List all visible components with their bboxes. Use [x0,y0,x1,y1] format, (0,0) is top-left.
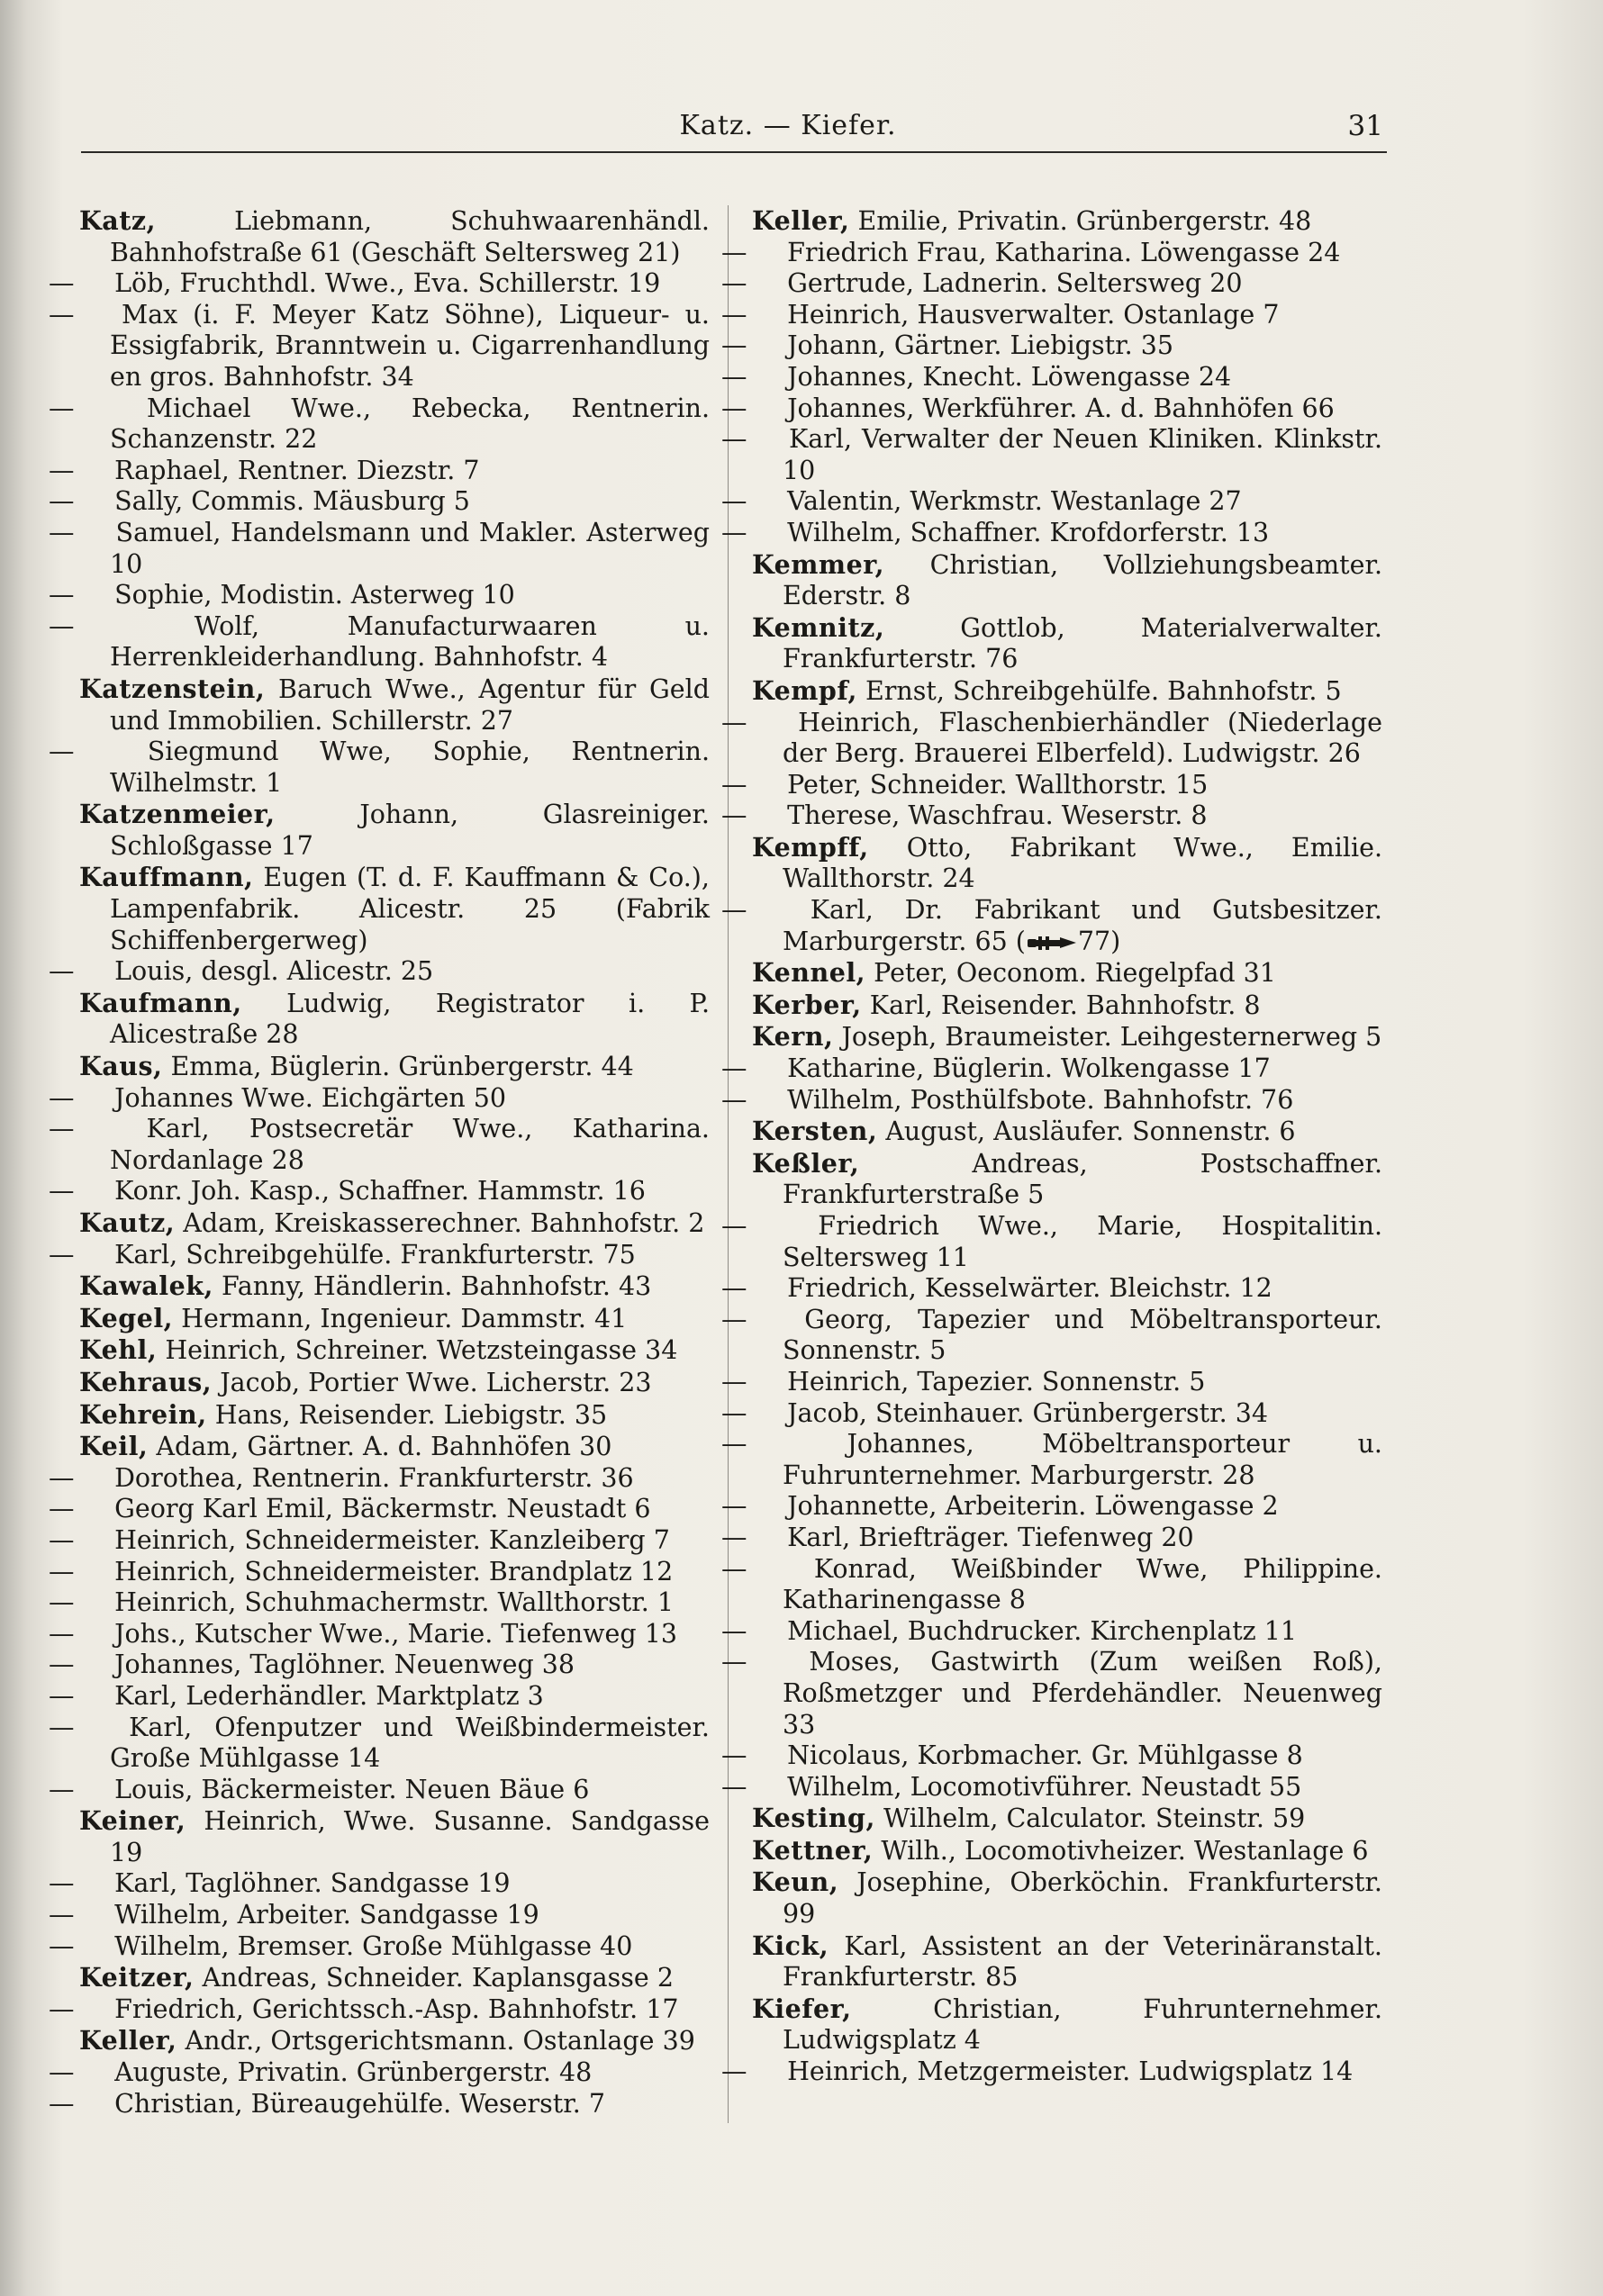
directory-entry [752,1148,1382,1211]
entry-text: Heinrich, Hausverwalter. Ostanlage 7 [787,299,1280,330]
directory-entry [49,1680,710,1713]
directory-entry [752,1116,1382,1148]
directory-entry [752,612,1382,675]
entry-text: Hans, Reisender. Liebigstr. 35 [214,1399,608,1430]
entry-text: Heinrich, Tapezier. Sonnenstr. 5 [787,1366,1206,1397]
entry-text: Konr. Joh. Kasp., Schaffner. Hammstr. 16 [114,1176,646,1207]
ditto-dash: — [49,455,75,485]
ditto-dash: — [49,1868,75,1899]
ditto-dash: — [49,299,75,330]
entry-surname: Keun, [752,1867,839,1898]
ditto-dash: — [49,1114,75,1144]
entry-text: Andreas, Postschaffner. Frankfurterstraße 5 [783,1148,1383,1210]
ditto-dash: — [721,361,747,392]
entry-text: Jacob, Portier Wwe. Licherstr. 23 [220,1367,652,1397]
entry-text: Michael Wwe., Rebecka, Rentnerin. Schanzenstr. 22 [110,393,711,455]
directory-entry [79,1303,710,1335]
entry-text: Peter, Oeconom. Riegelpfad 31 [874,958,1276,989]
entry-text: Fanny, Händlerin. Bahnhofstr. 43 [221,1271,652,1302]
ditto-dash: — [721,268,747,299]
directory-entry [79,799,710,862]
directory-entry [721,1211,1382,1273]
directory-entry [721,517,1382,549]
directory-entry [49,2088,710,2120]
ditto-dash: — [721,2056,747,2087]
entry-text: Gottlob, Materialverwalter. Frankfurterstr. 76 [783,612,1382,674]
entry-surname: Kehl, [79,1334,158,1366]
directory-entry [721,268,1382,300]
ditto-dash: — [721,1366,747,1397]
directory-entry [721,1366,1382,1398]
directory-entry [721,800,1382,832]
directory-entry [49,956,710,988]
ditto-dash: — [49,1556,75,1586]
directory-entry [79,1431,710,1463]
directory-entry [721,330,1382,362]
entry-text: Therese, Waschfrau. Weserstr. 8 [787,800,1208,831]
directory-entry [79,988,710,1051]
ditto-dash: — [721,1273,747,1304]
directory-entry [49,517,710,580]
entry-surname: Kesting, [752,1803,875,1834]
directory-entry [752,205,1382,238]
entry-text: Michael, Buchdrucker. Kirchenplatz 11 [787,1615,1298,1646]
entry-text: Nicolaus, Korbmacher. Gr. Mühlgasse 8 [787,1740,1303,1771]
entry-text: Wolf, Manufacturwaaren u. Herrenkleiderhandlung. Bahnhofstr. 4 [110,610,710,673]
ditto-dash: — [49,610,75,641]
directory-entry [79,673,710,737]
directory-entry [79,862,710,956]
ditto-dash: — [721,330,747,361]
entry-text: Josephine, Oberköchin. Frankfurterstr. 99 [783,1867,1382,1930]
entry-text: Heinrich, Schuhmachermstr. Wallthorstr. 1 [114,1587,674,1618]
directory-entry [49,393,711,456]
entry-text: Friedrich, Kesselwärter. Bleichstr. 12 [787,1273,1272,1304]
left-column [49,205,711,2120]
entry-text: Heinrich, Schreiner. Wetzsteingasse 34 [165,1335,678,1366]
directory-entry [721,895,1382,957]
directory-entry [721,1615,1382,1648]
ditto-dash: — [49,1618,75,1649]
entry-surname: Keßler, [752,1147,860,1179]
directory-entry [752,832,1382,895]
entry-text: Katharine, Büglerin. Wolkengasse 17 [787,1053,1271,1084]
ditto-dash: — [49,1993,75,2024]
ditto-dash: — [721,1053,747,1084]
ditto-dash: — [49,1900,75,1930]
entry-surname: Kennel, [752,957,866,989]
directory-entry [49,1494,710,1525]
directory-entry [79,1270,710,1303]
directory-entry [721,1740,1382,1772]
ditto-dash: — [49,393,75,423]
entry-text: Friedrich Frau, Katharina. Löwengasse 24 [787,237,1341,267]
directory-entry [721,2056,1382,2088]
ditto-dash: — [721,769,747,800]
directory-entry [79,2025,710,2057]
telephone-hand-icon [1026,934,1078,952]
entry-text: Eugen (T. d. F. Kauffmann & Co.), Lampenfabrik. Alicestr. 25 (Fabrik Schiffenbergerweg) [110,863,710,955]
entry-text: Dorothea, Rentnerin. Frankfurterstr. 36 [114,1462,634,1493]
directory-entry [49,1618,710,1650]
entry-text: Jacob, Steinhauer. Grünbergerstr. 34 [787,1397,1268,1428]
directory-entry [721,299,1382,331]
entry-surname: Keiner, [79,1805,186,1837]
directory-entry [49,1556,710,1588]
entry-surname: Kerber, [752,989,862,1020]
entry-text: Louis, desgl. Alicestr. 25 [114,956,434,987]
directory-entry [79,1962,710,1994]
directory-entry [721,707,1383,770]
entry-text: Konrad, Weißbinder Wwe, Philippine. Katharinengasse 8 [783,1553,1382,1615]
entry-text: Friedrich Wwe., Marie, Hospitalitin. Seltersweg 11 [783,1211,1382,1272]
entry-surname: Keller, [79,2025,177,2056]
directory-entry [79,1805,710,1868]
entry-text: Karl, Postsecretär Wwe., Katharina. Nordanlage 28 [110,1114,710,1175]
directory-entry [49,580,710,611]
directory-entry [721,1397,1382,1430]
directory-entry [752,957,1382,990]
directory-entry [752,1835,1382,1867]
directory-entry [721,1647,1382,1740]
entry-surname: Kern, [752,1021,834,1053]
ditto-dash: — [721,237,747,267]
entry-text: Wilhelm, Locomotivführer. Neustadt 55 [787,1771,1302,1802]
entry-text: Wilhelm, Schaffner. Krofdorferstr. 13 [787,517,1270,547]
entry-surname: Kick, [752,1930,829,1961]
entry-text: Karl, Briefträger. Tiefenweg 20 [787,1522,1194,1552]
ditto-dash: — [49,486,75,517]
page-number: 31 [1347,110,1383,142]
ditto-dash: — [49,956,75,987]
entry-surname: Kawalek, [79,1270,213,1302]
ditto-dash: — [49,1462,75,1493]
entry-text: Karl, Verwalter der Neuen Kliniken. Klinkstr. 10 [783,424,1382,485]
ditto-dash: — [49,1774,75,1804]
entry-surname: Kauffmann, [79,862,254,893]
entry-text: Adam, Kreiskasserechner. Bahnhofstr. 2 [183,1208,705,1238]
directory-entry [49,1930,710,1963]
entry-surname: Keitzer, [79,1962,195,1993]
entry-text: Wilhelm, Arbeiter. Sandgasse 19 [114,1900,539,1930]
ditto-dash: — [49,2057,75,2088]
entry-text: Wilh., Locomotivheizer. Westanlage 6 [881,1835,1369,1866]
directory-entry [49,1900,710,1931]
entry-text: Karl, Schreibgehülfe. Frankfurterstr. 75 [114,1239,636,1270]
directory-entry [49,486,710,518]
entry-text: Siegmund Wwe, Sophie, Rentnerin. Wilhelmstr. 1 [110,737,711,798]
directory-entry [79,1051,710,1083]
entry-surname: Kemnitz, [752,611,885,643]
directory-entry [49,2057,710,2089]
ditto-dash: — [49,580,75,610]
ditto-dash: — [721,424,747,455]
directory-entry [721,1771,1382,1803]
ditto-dash: — [49,1680,75,1711]
right-column [721,205,1383,2088]
entry-text: Louis, Bäckermeister. Neuen Bäue 6 [114,1774,590,1804]
directory-entry [721,1053,1382,1085]
entry-text: Andr., Ortsgerichtsmann. Ostanlage 39 [185,2026,695,2056]
entry-text: Otto, Fabrikant Wwe., Emilie. Wallthorstr. 24 [783,832,1382,894]
entry-text: Wilhelm, Bremser. Große Mühlgasse 40 [114,1930,633,1961]
directory-entry [49,1587,710,1619]
entry-text: Samuel, Handelsmann und Makler. Asterweg 10 [110,517,710,579]
ditto-dash: — [721,486,747,517]
ditto-dash: — [49,2088,75,2119]
directory-entry [721,237,1382,269]
directory-entry [49,1176,710,1207]
entry-text: Heinrich, Schneidermeister. Kanzleiberg 7 [114,1524,670,1555]
ditto-dash: — [49,1712,75,1742]
directory-entry [752,1993,1382,2056]
entry-text: Heinrich, Wwe. Susanne. Sandgasse 19 [110,1806,711,1867]
ditto-dash: — [721,1397,747,1428]
directory-entry [49,1774,710,1806]
directory-entry [721,1553,1382,1616]
directory-entry [49,268,710,300]
entry-surname: Kemmer, [752,548,885,580]
entry-surname: Kehrein, [79,1398,207,1430]
ditto-dash: — [721,895,747,926]
entry-text: Heinrich, Schneidermeister. Brandplatz 12 [114,1556,674,1586]
entry-text: Friedrich, Gerichtssch.-Asp. Bahnhofstr. 17 [114,1993,679,2024]
entry-surname: Keil, [79,1431,149,1462]
directory-entry [49,1524,710,1557]
directory-entry [49,737,711,799]
entry-text: Johann, Glasreiniger. Schloßgasse 17 [110,800,710,861]
directory-entry [752,1930,1382,1993]
ditto-dash: — [721,1522,747,1552]
entry-text: Johannes, Werkführer. A. d. Bahnhöfen 66 [787,393,1335,423]
ditto-dash: — [721,1647,747,1677]
entry-surname: Kehraus, [79,1366,213,1397]
directory-entry [721,1304,1382,1367]
entry-text: Emma, Büglerin. Grünbergerstr. 44 [170,1052,634,1082]
entry-surname: Keller, [752,205,850,236]
entry-text: Karl, Lederhändler. Marktplatz 3 [114,1680,544,1711]
entry-text: Georg Karl Emil, Bäckermstr. Neustadt 6 [114,1494,651,1524]
ditto-dash: — [721,299,747,330]
directory-entry [49,1239,710,1271]
directory-entry [721,1491,1382,1523]
directory-entry [49,1868,710,1900]
entry-surname: Kautz, [79,1207,176,1238]
directory-entry [79,205,710,268]
entry-text: Karl, Reisender. Bahnhofstr. 8 [869,990,1261,1020]
entry-text: Johannes Wwe. Eichgärten 50 [114,1082,507,1113]
entry-text: Auguste, Privatin. Grünbergerstr. 48 [114,2057,593,2088]
entry-text: Valentin, Werkmstr. Westanlage 27 [787,486,1242,517]
directory-entry [721,1273,1382,1305]
entry-text: Ernst, Schreibgehülfe. Bahnhofstr. 5 [865,675,1342,706]
directory-entry [752,1021,1382,1053]
directory-entry [79,1207,710,1240]
directory-entry [721,1429,1382,1491]
entry-surname: Kiefer, [752,1993,852,2024]
ditto-dash: — [721,800,747,831]
entry-surname: Katz, [79,205,157,236]
entry-text: Adam, Gärtner. A. d. Bahnhöfen 30 [156,1432,612,1462]
entry-surname: Katzenmeier, [79,799,276,830]
entry-text: Heinrich, Metzgermeister. Ludwigsplatz 14 [787,2056,1354,2087]
entry-text: Johs., Kutscher Wwe., Marie. Tiefenweg 13 [114,1618,677,1649]
entry-surname: Kempf, [752,674,857,706]
directory-entry [49,1114,710,1176]
ditto-dash: — [721,1491,747,1522]
ditto-dash: — [721,1084,747,1115]
entry-text: Moses, Gastwirth (Zum weißen Roß), Roßmetzger und Pferdehändler. Neuenweg 33 [783,1647,1382,1740]
ditto-dash: — [49,268,75,299]
directory-entry [79,1399,710,1432]
directory-entry [49,610,710,673]
ditto-dash: — [49,1239,75,1270]
entry-text: Sally, Commis. Mäusburg 5 [114,486,470,517]
directory-entry [752,1867,1382,1930]
directory-entry [49,1993,710,2026]
entry-surname: Kaufmann, [79,987,242,1018]
entry-text: Wilhelm, Calculator. Steinstr. 59 [883,1803,1306,1834]
ditto-dash: — [721,1615,747,1646]
directory-entry [721,1084,1382,1116]
running-title: Katz. — Kiefer. [679,110,897,141]
entry-text: Wilhelm, Posthülfsbote. Bahnhofstr. 76 [787,1084,1294,1115]
entry-text: Ludwig, Registrator i. P. Alicestraße 28 [110,988,711,1050]
directory-entry [721,769,1382,801]
entry-text: Johannes, Knecht. Löwengasse 24 [787,361,1232,392]
entry-text: Johannes, Taglöhner. Neuenweg 38 [114,1650,575,1680]
ditto-dash: — [721,517,747,547]
entry-surname: Kaus, [79,1051,163,1082]
ditto-dash: — [49,1524,75,1555]
entry-text: Karl, Assistent an der Veterinäranstalt. Frankfurterstr. 85 [783,1930,1382,1993]
directory-entry [752,549,1382,612]
entry-text: Baruch Wwe., Agentur für Geld und Immobilien. Schillerstr. 27 [110,673,710,736]
directory-entry [79,1367,710,1399]
ditto-dash: — [49,517,75,547]
directory-entry [49,299,710,393]
entry-text: Andreas, Schneider. Kaplansgasse 2 [202,1963,674,1993]
entry-text: Löb, Fruchthdl. Wwe., Eva. Schillerstr. 19 [114,268,661,299]
entry-text: Hermann, Ingenieur. Dammstr. 41 [181,1303,628,1333]
entry-text: Gertrude, Ladnerin. Seltersweg 20 [787,268,1243,299]
entry-text: Emilie, Privatin. Grünbergerstr. 48 [857,206,1312,236]
directory-entry [49,1650,710,1681]
directory-entry [721,393,1382,425]
entry-text: Christian, Büreaugehülfe. Weserstr. 7 [114,2088,605,2119]
entry-text: Karl, Taglöhner. Sandgasse 19 [114,1868,511,1899]
directory-entry [49,1082,710,1115]
ditto-dash: — [49,1587,75,1618]
directory-entry [721,424,1382,486]
directory-entry [752,1803,1382,1835]
entry-text: Johannette, Arbeiterin. Löwengasse 2 [787,1491,1279,1522]
entry-text: Georg, Tapezier und Möbeltransporteur. Sonnenstr. 5 [783,1304,1382,1366]
entry-surname: Katzenstein, [79,673,266,704]
entry-text: Sophie, Modistin. Asterweg 10 [114,580,515,610]
entry-text: Johannes, Möbeltransporteur u. Fuhrunternehmer. Marburgerstr. 28 [783,1429,1382,1490]
directory-entry [49,1462,710,1495]
ditto-dash: — [49,737,75,767]
ditto-dash: — [49,1930,75,1961]
entry-surname: Kegel, [79,1302,174,1333]
directory-entry [752,675,1382,708]
entry-text-after-icon: 77) [1077,926,1121,956]
ditto-dash: — [721,1429,747,1460]
ditto-dash: — [49,1082,75,1113]
ditto-dash: — [721,1740,747,1771]
entry-surname: Kettner, [752,1834,874,1866]
entry-text: Christian, Vollziehungsbeamter. Ederstr. 8 [783,549,1382,611]
page-header [81,106,1387,153]
ditto-dash: — [49,1650,75,1680]
ditto-dash: — [721,1304,747,1334]
ditto-dash: — [721,1553,747,1584]
directory-entry [721,1522,1382,1554]
entry-surname: Kempff, [752,831,869,863]
directory-entry [752,990,1382,1022]
ditto-dash: — [49,1176,75,1207]
directory-entry [79,1334,710,1367]
entry-text: Johann, Gärtner. Liebigstr. 35 [787,330,1173,361]
entry-text: August, Ausläufer. Sonnenstr. 6 [885,1116,1296,1147]
directory-entry [721,361,1382,393]
directory-entry [49,455,710,487]
entry-text: Christian, Fuhrunternehmer. Ludwigsplatz 4 [783,1993,1382,2056]
directory-entry [49,1712,710,1775]
ditto-dash: — [721,393,747,423]
entry-text: Karl, Dr. Fabrikant und Gutsbesitzer. Marburgerstr. 65 ( [783,895,1382,956]
entry-text: Peter, Schneider. Wallthorstr. 15 [787,769,1209,800]
entry-text: Max (i. F. Meyer Katz Söhne), Liqueur- u. Essigfabrik, Branntwein u. Cigarrenhandlung en gros. Bahnhofstr. 34 [110,299,710,392]
ditto-dash: — [721,707,747,737]
entry-text: Karl, Ofenputzer und Weißbindermeister. Große Mühlgasse 14 [110,1712,710,1774]
ditto-dash: — [721,1771,747,1802]
entry-text: Raphael, Rentner. Diezstr. 7 [114,455,480,485]
entry-text: Heinrich, Flaschenbierhändler (Niederlage der Berg. Brauerei Elberfeld). Ludwigstr. 26 [783,707,1383,769]
entry-text: Joseph, Braumeister. Leihgesternerweg 5 [841,1022,1382,1053]
ditto-dash: — [721,1211,747,1241]
entry-text: Liebmann, Schuhwaarenhändl. Bahnhofstraße 61 (Geschäft Seltersweg 21) [110,206,710,267]
ditto-dash: — [49,1494,75,1524]
directory-entry [721,486,1382,518]
entry-surname: Kersten, [752,1116,878,1147]
